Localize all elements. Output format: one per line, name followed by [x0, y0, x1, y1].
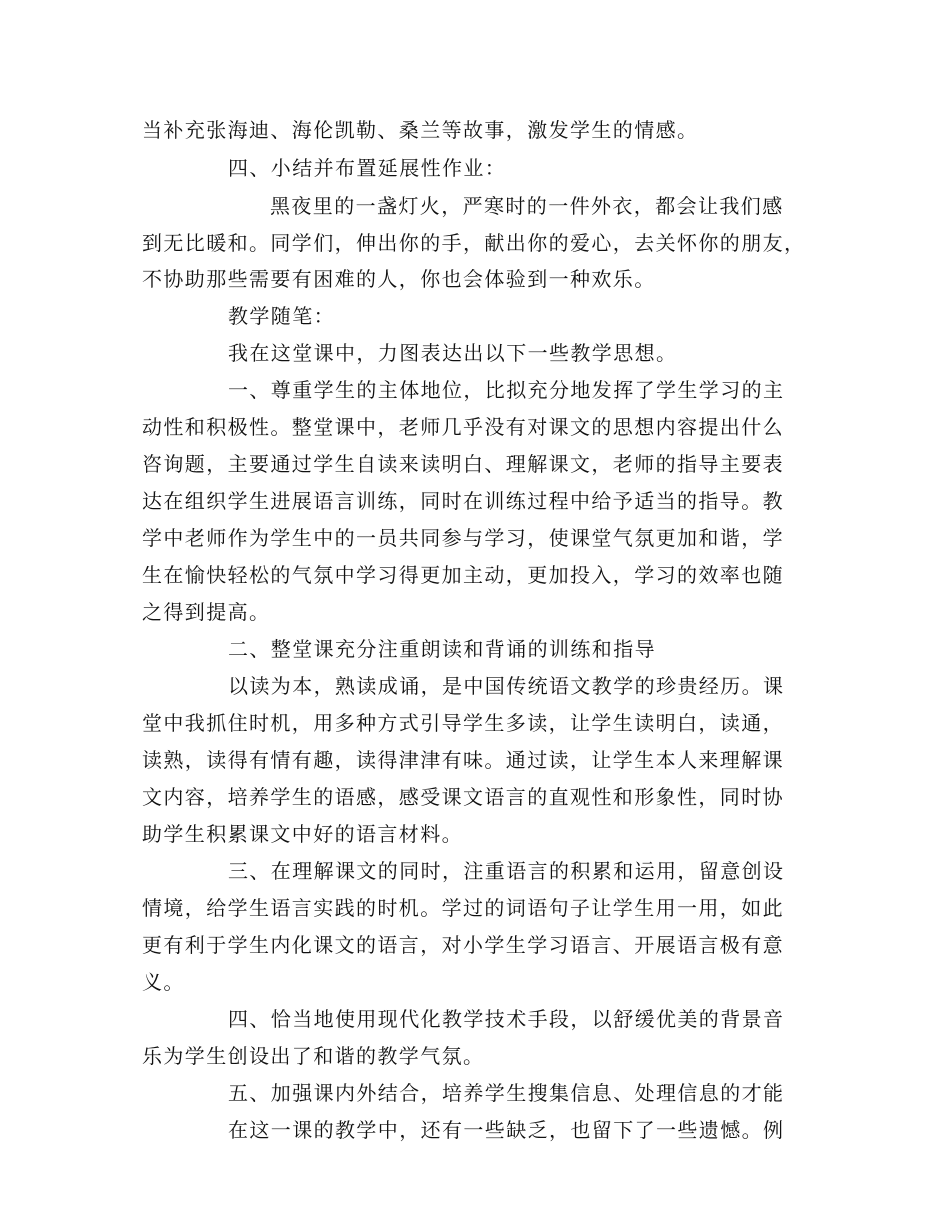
- text-line: 咨询题，主要通过学生自读来读明白、理解课文，老师的指导主要表: [142, 452, 784, 476]
- text-line: 更有利于学生内化课文的语言，对小学生学习语言、开展语言极有意: [142, 933, 784, 957]
- text-line: 当补充张海迪、海伦凯勒、桑兰等故事，激发学生的情感。: [142, 118, 699, 142]
- text-line: 达在组织学生进展语言训练，同时在训练过程中给予适当的指导。教: [142, 489, 784, 513]
- text-line: 我在这堂课中，力图表达出以下一些教学思想。: [228, 341, 678, 365]
- text-line: 情境，给学生语言实践的时机。学过的词语句子让学生用一用，如此: [142, 896, 784, 920]
- section-heading: 五、加强课内外结合，培养学生搜集信息、处理信息的才能: [228, 1081, 785, 1105]
- text-line: 动性和积极性。整堂课中，老师几乎没有对课文的思想内容提出什么: [142, 415, 784, 439]
- text-line: 乐为学生创设出了和谐的教学气氛。: [142, 1044, 485, 1068]
- text-line: 文内容，培养学生的语感，感受课文语言的直观性和形象性，同时协: [142, 785, 784, 809]
- text-line: 读熟，读得有情有趣，读得津津有味。通过读，让学生本人来理解课: [142, 748, 784, 772]
- text-line: 生在愉快轻松的气氛中学习得更加主动，更加投入，学习的效率也随: [142, 563, 784, 587]
- text-line: 以读为本，熟读成诵，是中国传统语文教学的珍贵经历。课: [228, 674, 785, 698]
- text-line: 到无比暖和。同学们，伸出你的手，献出你的爱心，去关怀你的朋友，: [142, 231, 806, 255]
- section-heading: 四、小结并布置延展性作业：: [228, 156, 507, 180]
- text-line: 黑夜里的一盏灯火，严寒时的一件外衣，都会让我们感: [270, 194, 784, 218]
- text-line: 之得到提高。: [142, 600, 271, 624]
- text-line: 一、尊重学生的主体地位，比拟充分地发挥了学生学习的主: [228, 378, 785, 402]
- text-line: 学中老师作为学生中的一员共同参与学习，使课堂气氛更加和谐，学: [142, 526, 784, 550]
- text-line: 不协助那些需要有困难的人，你也会体验到一种欢乐。: [142, 267, 656, 291]
- section-heading: 三、在理解课文的同时，注重语言的积累和运用，留意创设: [228, 859, 785, 883]
- text-line: 义。: [142, 970, 185, 994]
- section-heading: 教学随笔：: [228, 304, 335, 328]
- section-heading: 四、恰当地使用现代化教学技术手段，以舒缓优美的背景音: [228, 1007, 785, 1031]
- text-line: 堂中我抓住时机，用多种方式引导学生多读，让学生读明白，读通，: [142, 711, 784, 735]
- section-heading: 二、整堂课充分注重朗读和背诵的训练和指导: [228, 637, 656, 661]
- text-line: 助学生积累课文中好的语言材料。: [142, 822, 463, 846]
- text-line: 在这一课的教学中，还有一些缺乏，也留下了一些遗憾。例: [228, 1118, 785, 1142]
